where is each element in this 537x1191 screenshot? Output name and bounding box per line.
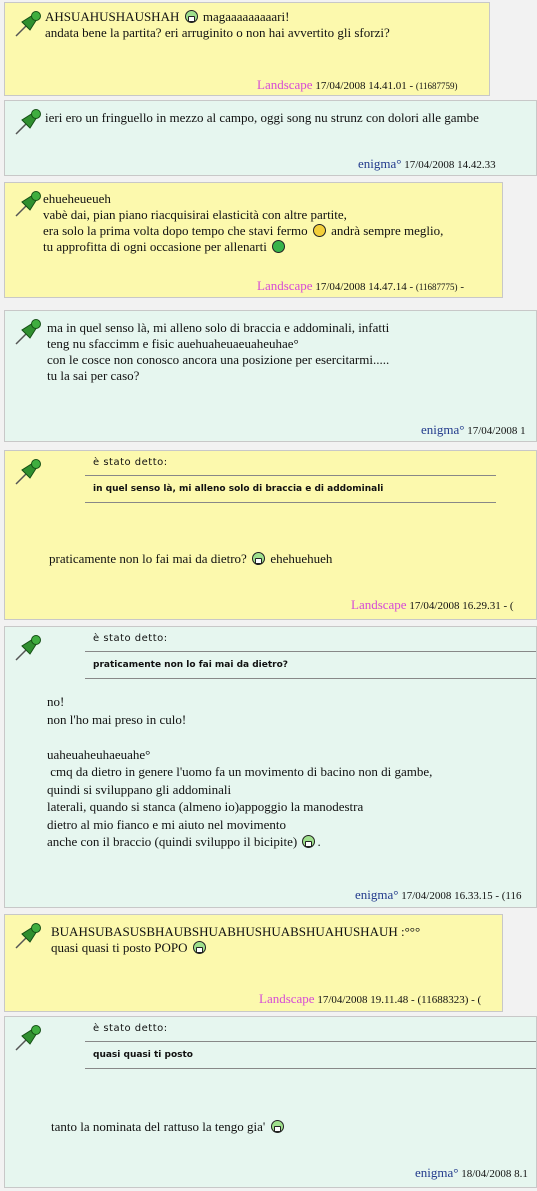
post-7: [4, 1016, 537, 1188]
pushpin-icon: [13, 1023, 43, 1053]
pushpin-icon: [13, 189, 43, 219]
author-link[interactable]: enigma°: [415, 1165, 459, 1180]
post-footer: [355, 887, 522, 903]
quote-box: [85, 1041, 537, 1069]
post-body: ma in quel senso là, mi alleno solo di braccia e addominali, infatti teng nu sfaccimm e fisic auehuaheuaeuaheuhae° con le cosce non conosco ancora una posizione per esercitarmi..... tu la sai per caso?: [47, 320, 390, 383]
post-body: praticamente non lo fai mai da dietro? ehehuehueh: [49, 551, 333, 566]
post-date: 17/04/2008 16.33.15 - (116: [401, 890, 522, 902]
post-body: AHSUAHUSHAUSHAH magaaaaaaaaari! andata bene la partita? eri arruginito o non hai avvertito gli sforzi?: [45, 9, 390, 40]
quote-box: [85, 651, 537, 679]
quote-text: praticamente non lo fai mai da dietro?: [93, 660, 289, 670]
post-2: [4, 182, 503, 298]
post-date: 17/04/2008 14.41.01: [315, 80, 407, 92]
author-link[interactable]: enigma°: [421, 422, 465, 437]
pushpin-icon: [13, 317, 43, 347]
grin-smiley-icon: [185, 10, 198, 23]
quote-text: in quel senso là, mi alleno solo di braccia e di addominali: [93, 484, 384, 494]
grin-smiley-icon: [193, 941, 206, 954]
post-footer: [257, 278, 464, 294]
post-footer: [259, 991, 481, 1007]
post-0: [4, 2, 490, 96]
quote-label: è stato detto:: [93, 633, 168, 644]
author-link[interactable]: Landscape: [351, 597, 407, 612]
post-id: (11687775): [415, 282, 458, 292]
separator: -: [406, 80, 416, 92]
separator: -: [406, 281, 416, 293]
post-1: [4, 100, 537, 176]
post-date: 17/04/2008 14.47.14: [315, 281, 407, 293]
tongue-smiley-icon: [272, 240, 285, 253]
quote-box: [85, 475, 496, 503]
author-link[interactable]: Landscape: [257, 77, 313, 92]
post-footer: [351, 597, 514, 613]
post-body: tanto la nominata del rattuso la tengo gia': [51, 1119, 530, 1135]
post-date: 18/04/2008 8.1: [461, 1168, 528, 1180]
post-body: ehueheueueh vabè dai, pian piano riacquisirai elasticità con altre partite, era solo la prima volta dopo tempo che stavi fermo andrà sempre meglio, tu approfitta di ogni occasione per allenarti: [43, 191, 444, 254]
post-date: 17/04/2008 16.29.31 - (: [409, 600, 514, 612]
post-footer: [257, 77, 458, 93]
post-id: (11687759): [415, 81, 458, 91]
post-footer: [358, 156, 496, 172]
post-6: [4, 914, 503, 1012]
pushpin-icon: [13, 633, 43, 663]
post-body: BUAHSUBASUSBHAUBSHUABHUSHUABSHUAHUSHAUH :°°° quasi quasi ti posto POPO: [51, 924, 421, 955]
quote-label: è stato detto:: [93, 457, 168, 468]
grin-smiley-icon: [252, 552, 265, 565]
separator: -: [457, 281, 464, 293]
post-date: 17/04/2008 14.42.33: [404, 159, 496, 171]
grin-smiley-icon: [302, 835, 315, 848]
post-date: 17/04/2008 19.11.48 - (11688323) - (: [317, 994, 482, 1006]
post-5: [4, 626, 537, 908]
pushpin-icon: [13, 107, 43, 137]
post-3: [4, 310, 537, 442]
post-footer: [415, 1165, 528, 1181]
author-link[interactable]: Landscape: [259, 991, 315, 1006]
pushpin-icon: [13, 921, 43, 951]
post-4: [4, 450, 537, 620]
post-body: ieri ero un fringuello in mezzo al campo, oggi song nu strunz con dolori alle gambe: [45, 110, 479, 125]
author-link[interactable]: enigma°: [355, 887, 399, 902]
author-link[interactable]: Landscape: [257, 278, 313, 293]
author-link[interactable]: enigma°: [358, 156, 402, 171]
quote-text: quasi quasi ti posto: [93, 1050, 193, 1060]
post-footer: [421, 422, 526, 438]
grin-smiley-icon: [271, 1120, 284, 1133]
quote-label: è stato detto:: [93, 1023, 168, 1034]
smile-smiley-icon: [313, 224, 326, 237]
post-date: 17/04/2008 1: [467, 425, 526, 437]
pushpin-icon: [13, 9, 43, 39]
pushpin-icon: [13, 457, 43, 487]
post-body: no! non l'ho mai preso in culo! uaheuaheuhaeuahe° cmq da dietro in genere l'uomo fa un movimento di bacino non di gambe, quindi si sviluppano gli addominali laterali, quando si stanca (almeno io)appoggio la manodestra dietro al mio fianco e mi aiuto nel movimento anche con il braccio (quindi sviluppo il bicipite) .: [47, 694, 433, 849]
